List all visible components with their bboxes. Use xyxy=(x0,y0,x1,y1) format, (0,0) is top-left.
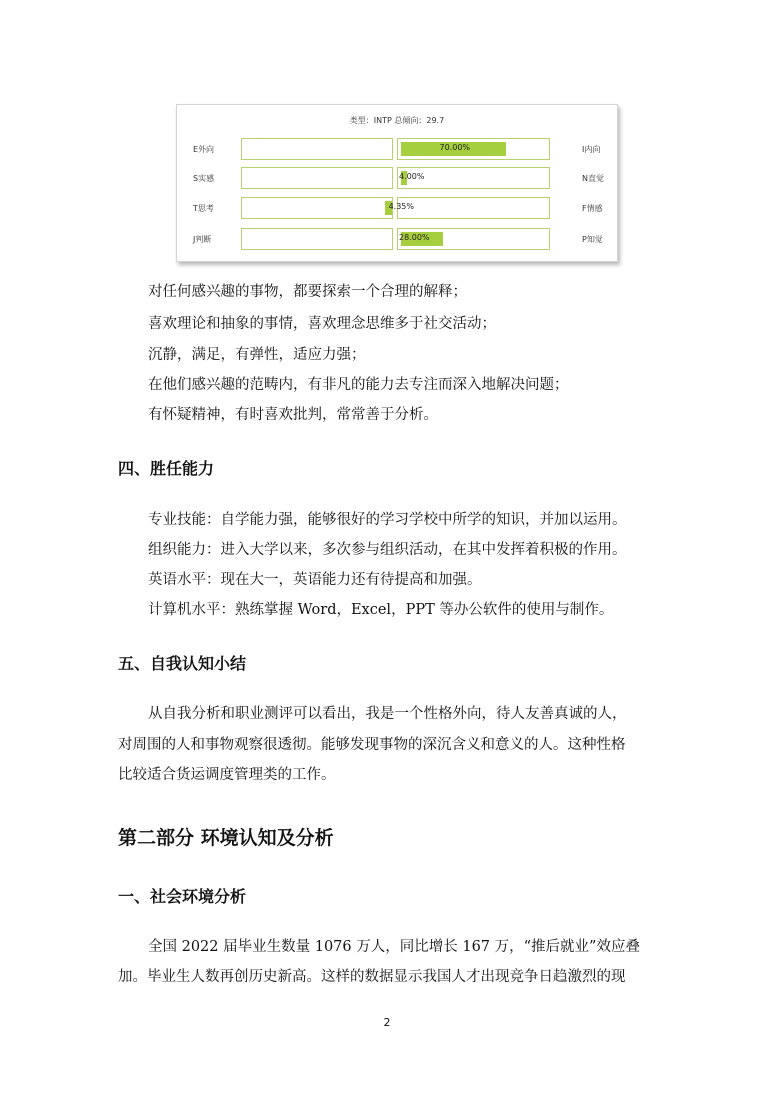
chart-title: 类型：INTP 总倾向：29.7 xyxy=(349,116,445,125)
competence-line: 计算机水平：熟练掌握 Word，Excel，PPT 等办公软件的使用与制作。 xyxy=(148,602,614,618)
competence-line: 专业技能：自学能力强，能够很好的学习学校中所学的知识，并加以运用。 xyxy=(148,512,627,528)
bar-value-label: 28.00% xyxy=(399,233,430,242)
section-heading: 一、社会环境分析 xyxy=(118,887,247,906)
bar-box-right xyxy=(397,197,550,219)
dimension-left-label: S实感 xyxy=(193,174,215,183)
competence-line: 组织能力：进入大学以来，多次参与组织活动，在其中发挥着积极的作用。 xyxy=(148,542,627,558)
summary-line: 比较适合货运调度管理类的工作。 xyxy=(118,767,336,783)
section-heading: 四、胜任能力 xyxy=(118,459,215,478)
trait-line: 对任何感兴趣的事物，都要探索一个合理的解释； xyxy=(148,284,467,300)
part-heading: 第二部分 环境认知及分析 xyxy=(118,827,334,849)
page-number: 2 xyxy=(383,1016,391,1029)
bar-box-right xyxy=(397,228,550,250)
trait-line: 有怀疑精神，有时喜欢批判，常常善于分析。 xyxy=(148,407,438,423)
bar-box-left xyxy=(241,167,393,189)
body-line: 加。毕业生人数再创历史新高。这样的数据显示我国人才出现竞争日趋激烈的现 xyxy=(118,969,626,985)
summary-line: 对周围的人和事物观察很透彻。能够发现事物的深沉含义和意义的人。这种性格 xyxy=(118,737,626,753)
dimension-right-label: P知觉 xyxy=(582,235,603,244)
bar-box-left xyxy=(241,138,393,160)
bar-box-left xyxy=(241,228,393,250)
bar-value-label: 70.00% xyxy=(439,143,471,152)
dimension-left-label: E外向 xyxy=(193,145,215,154)
body-line: 全国 2022 届毕业生数量 1076 万人，同比增长 167 万，“推后就业”效应叠 xyxy=(148,939,640,955)
bar-value-label: 4.00% xyxy=(399,172,425,181)
summary-line: 从自我分析和职业测评可以看出，我是一个性格外向，待人友善真诚的人， xyxy=(148,706,627,722)
bar-box-right xyxy=(397,167,550,189)
dimension-left-label: J判断 xyxy=(193,235,212,244)
competence-line: 英语水平：现在大一，英语能力还有待提高和加强。 xyxy=(148,572,482,588)
dimension-right-label: N直觉 xyxy=(582,174,604,183)
trait-line: 在他们感兴趣的范畴内，有非凡的能力去专注而深入地解决问题； xyxy=(148,377,569,393)
trait-line: 沉静，满足，有弹性，适应力强； xyxy=(148,347,366,363)
bar-box-left xyxy=(241,197,414,219)
dimension-right-label: I内向 xyxy=(582,145,601,154)
bar-value-label: 4.35% xyxy=(388,202,414,211)
trait-line: 喜欢理论和抽象的事情，喜欢理念思维多于社交活动； xyxy=(148,316,496,332)
dimension-left-label: T思考 xyxy=(193,204,214,213)
dimension-right-label: F情感 xyxy=(582,204,603,213)
section-heading: 五、自我认知小结 xyxy=(118,654,247,673)
mbti-chart xyxy=(176,104,618,262)
bar-box-right xyxy=(397,138,550,160)
